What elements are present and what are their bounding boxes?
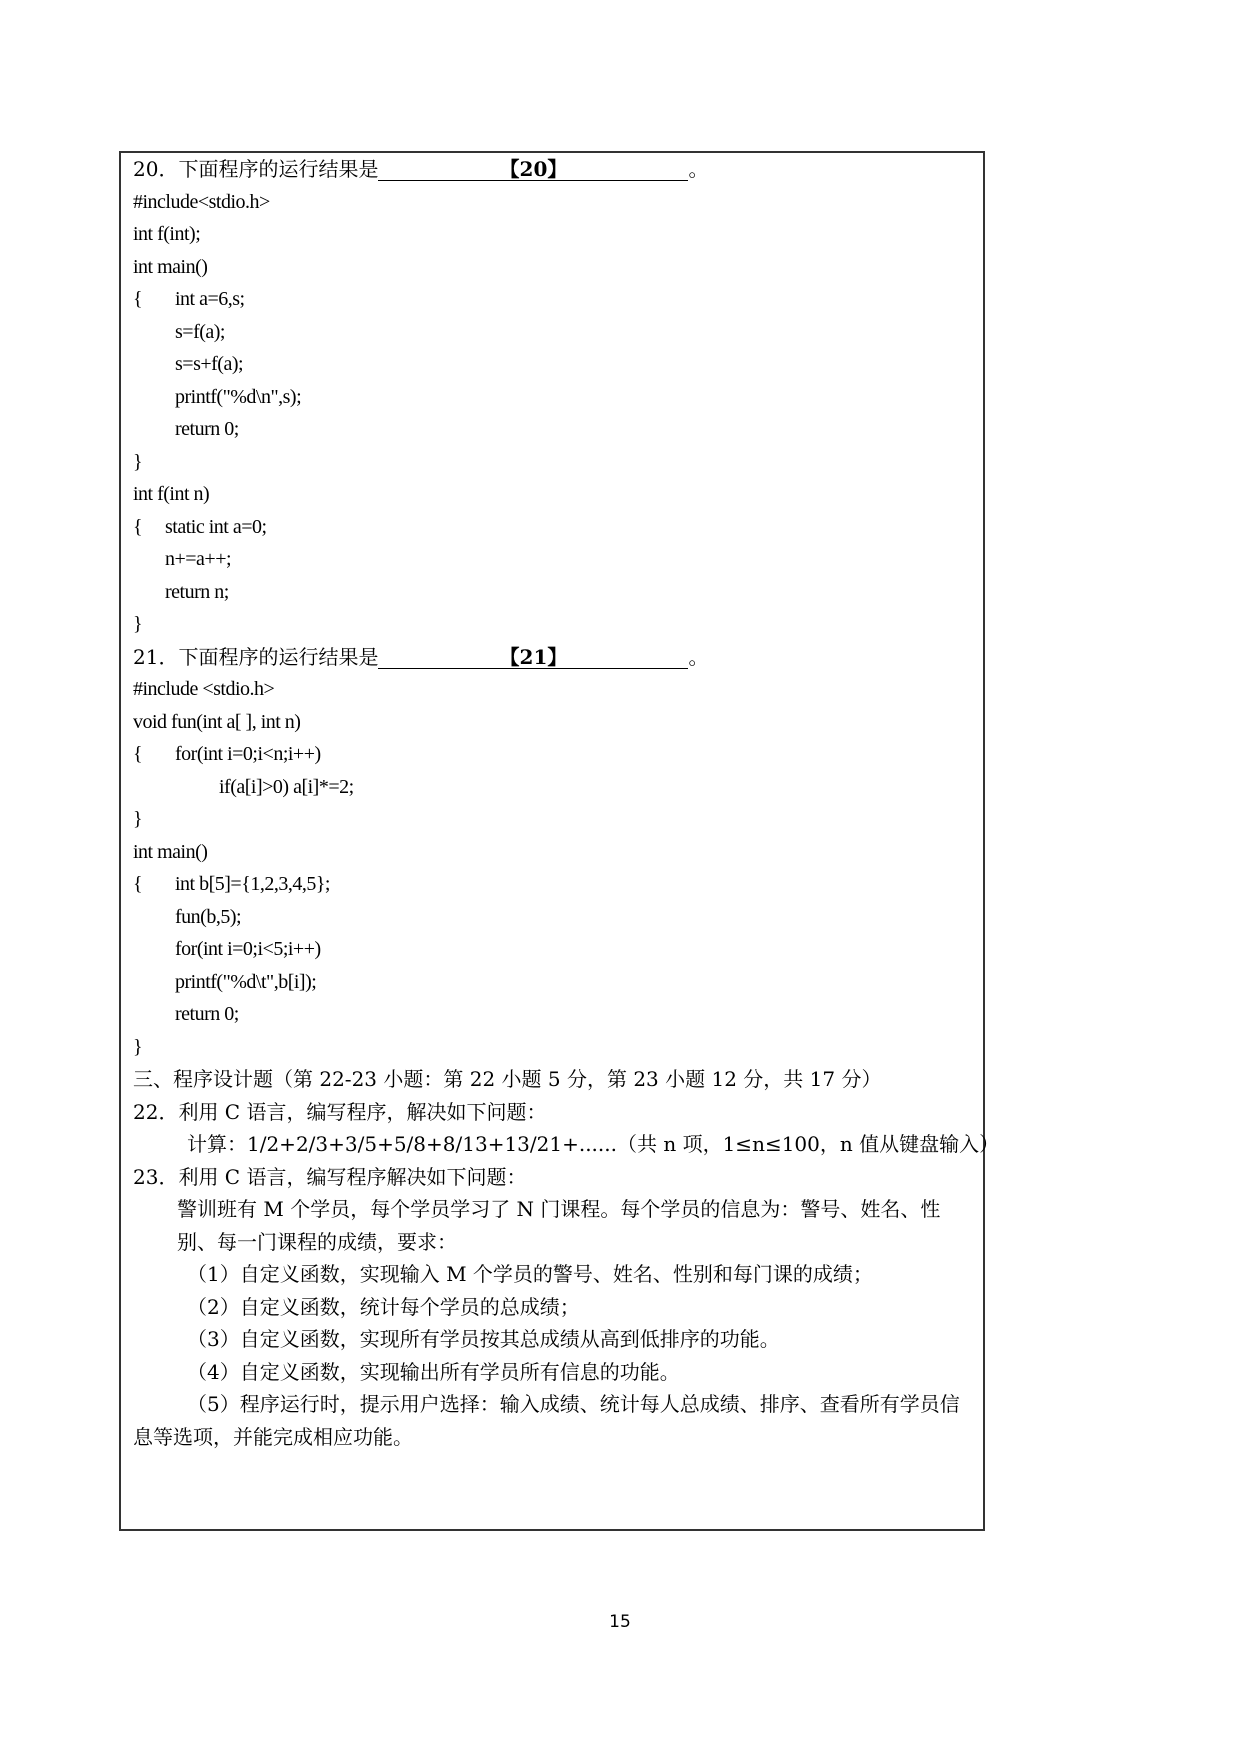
code-brace: { [133, 743, 143, 765]
question-box [119, 151, 1000, 1531]
code-text: int b[5]={1,2,3,4,5}; [175, 873, 330, 895]
q23-title: 23．利用 C 语言，编写程序解决如下问题： [133, 1164, 527, 1189]
code-line: #include <stdio.h> [133, 678, 275, 700]
code-brace: { [133, 873, 143, 895]
code-line: fun(b,5); [175, 905, 242, 928]
q21-title [133, 641, 973, 674]
q20-blank-label: 【20】 [499, 157, 568, 181]
q22-title: 22．利用 C 语言，编写程序，解决如下问题： [133, 1099, 547, 1124]
code-line: int f(int); [133, 223, 201, 245]
code-line: if(a[i]>0) a[i]*=2; [219, 775, 354, 798]
code-line: #include<stdio.h> [133, 190, 270, 213]
code-line: } [133, 808, 143, 830]
code-line: } [133, 1035, 143, 1058]
code-line: } [133, 450, 143, 473]
q21-answer-blank [378, 646, 688, 669]
q23-item-5: （5）程序运行时，提示用户选择：输入成绩、统计每人总成绩、排序、查看所有学员信息等选项，并能完成相应功能。 [133, 1392, 960, 1449]
code-line: } [133, 613, 143, 635]
q20-answer-blank [378, 158, 688, 181]
code-line: n+=a++; [165, 548, 232, 570]
section3-title: 三、程序设计题（第 22-23 小题：第 22 小题 5 分，第 23 小题 12 分，共 17 分） [133, 1067, 882, 1091]
q23-item-4: （4）自定义函数，实现输出所有学员所有信息的功能。 [187, 1359, 680, 1384]
q21-suffix: 。 [688, 644, 709, 669]
q21-prefix: 21．下面程序的运行结果是 [133, 644, 379, 669]
q20-prefix: 20．下面程序的运行结果是 [133, 157, 379, 181]
code-line: return 0; [175, 1003, 239, 1025]
q22-body: 计算：1/2+2/3+3/5+5/8+8/13+13/21+......（共 n 项，1≤n≤100，n 值从键盘输入） [187, 1132, 1000, 1156]
code-line: s=f(a); [175, 320, 225, 343]
code-line: return n; [165, 580, 229, 603]
q23-item-3: （3）自定义函数，实现所有学员按其总成绩从高到低排序的功能。 [187, 1327, 780, 1351]
code-brace: { [133, 288, 143, 310]
code-brace: { [133, 515, 143, 538]
code-line: int main() [133, 840, 208, 863]
q23-intro: 警训班有 M 个学员，每个学员学习了 N 门课程。每个学员的信息为：警号、姓名、性别、每一门课程的成绩，要求： [177, 1197, 941, 1254]
code-text: for(int i=0;i<n;i++) [175, 743, 321, 765]
code-line: int main() [133, 255, 208, 278]
code-line: s=s+f(a); [175, 353, 244, 375]
code-line: printf("%d\t",b[i]); [175, 970, 317, 993]
code-line: printf("%d\n",s); [175, 385, 302, 408]
code-line [133, 868, 973, 901]
code-line [133, 511, 973, 544]
code-line [133, 283, 973, 316]
page-number: 15 [609, 1612, 631, 1632]
code-line: int f(int n) [133, 483, 210, 505]
code-line: return 0; [175, 418, 239, 440]
code-line [133, 738, 973, 771]
q20-suffix: 。 [688, 157, 709, 181]
q20-title [133, 153, 973, 186]
q23-item-2: （2）自定义函数，统计每个学员的总成绩； [187, 1294, 580, 1319]
q21-blank-label: 【21】 [499, 644, 568, 669]
question-content [133, 153, 1000, 1453]
code-line: for(int i=0;i<5;i++) [175, 938, 321, 960]
code-text: int a=6,s; [175, 288, 245, 310]
code-line: void fun(int a[ ], int n) [133, 710, 301, 733]
code-text: static int a=0; [165, 515, 267, 538]
q23-item-1: （1）自定义函数，实现输入 M 个学员的警号、姓名、性别和每门课的成绩； [187, 1262, 873, 1286]
